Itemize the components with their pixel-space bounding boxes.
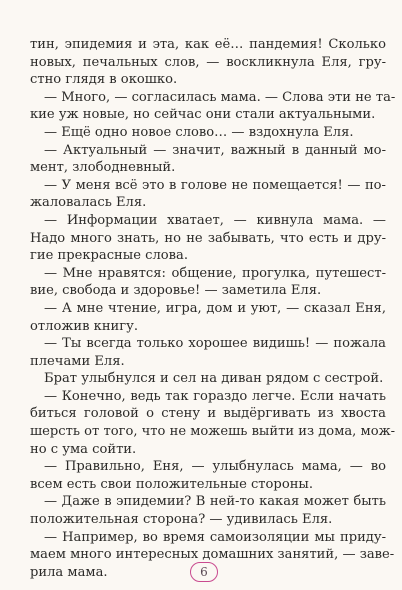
text-line: плечами Еля.: [30, 353, 125, 369]
text-line: но с ума сойти.: [30, 441, 137, 457]
text-line: кие уж новые, но сейчас они стали актуальными.: [30, 107, 376, 123]
text-line: — Ты всегда только хорошее видишь! — пожала: [44, 336, 386, 352]
text-line: — Конечно, ведь так гораздо легче. Если начать: [44, 388, 386, 404]
text-line: гие прекрасные слова.: [30, 248, 188, 264]
text-line: положительная сторона? — удивилась Еля.: [30, 512, 333, 528]
text-line: — Актуальный — значит, важный в данный мо-: [44, 142, 386, 158]
text-line: — Ещё одно новое слово… — вздохнула Еля.: [44, 124, 354, 140]
text-line: — Много, — согласилась мама. — Слова эти не та-: [44, 89, 396, 105]
text-line: стно глядя в окошко.: [30, 72, 178, 88]
text-line: — Мне нравятся: общение, прогулка, путешест-: [44, 265, 386, 281]
text-line: отложив книгу.: [30, 318, 138, 334]
text-line: рила мама.: [30, 564, 108, 580]
body-text: [30, 36, 396, 581]
text-line: новых, печальных слов, — воскликнула Еля, гру-: [30, 54, 386, 70]
text-line: — Информации хватает, — кивнула мама. —: [44, 212, 386, 228]
text-line: мент, злободневный.: [30, 160, 176, 176]
text-line: — А мне чтение, игра, дом и уют, — сказал Еня,: [44, 300, 386, 316]
text-line: тин, эпидемия и эта, как её… пандемия! Сколько: [30, 37, 386, 52]
text-line: маем много интересных домашних занятий, — заве-: [30, 547, 395, 563]
page-number: 6: [190, 562, 218, 582]
text-line: Надо много знать, но не забывать, что есть и дру-: [30, 230, 386, 246]
text-line: жаловалась Еля.: [30, 195, 147, 211]
text-line: — Правильно, Еня, — улыбнулась мама, — во: [44, 459, 386, 475]
text-line: шерсть от того, что не можешь выйти из дома, мож-: [30, 424, 396, 440]
text-line: — У меня всё это в голове не помещается! — по-: [44, 177, 386, 193]
text-line: вие, свобода и здоровье! — заметила Еля.: [30, 283, 322, 299]
text-line: всем есть свои положительные стороны.: [30, 476, 314, 492]
text-line: биться головой о стену и выдёргивать из хвоста: [30, 406, 386, 422]
text-line: — Даже в эпидемии? В ней-то какая может быть: [44, 494, 386, 510]
text-line: Брат улыбнулся и сел на диван рядом с сестрой.: [44, 371, 384, 387]
text-line: — Например, во время самоизоляции мы приду-: [44, 529, 386, 545]
